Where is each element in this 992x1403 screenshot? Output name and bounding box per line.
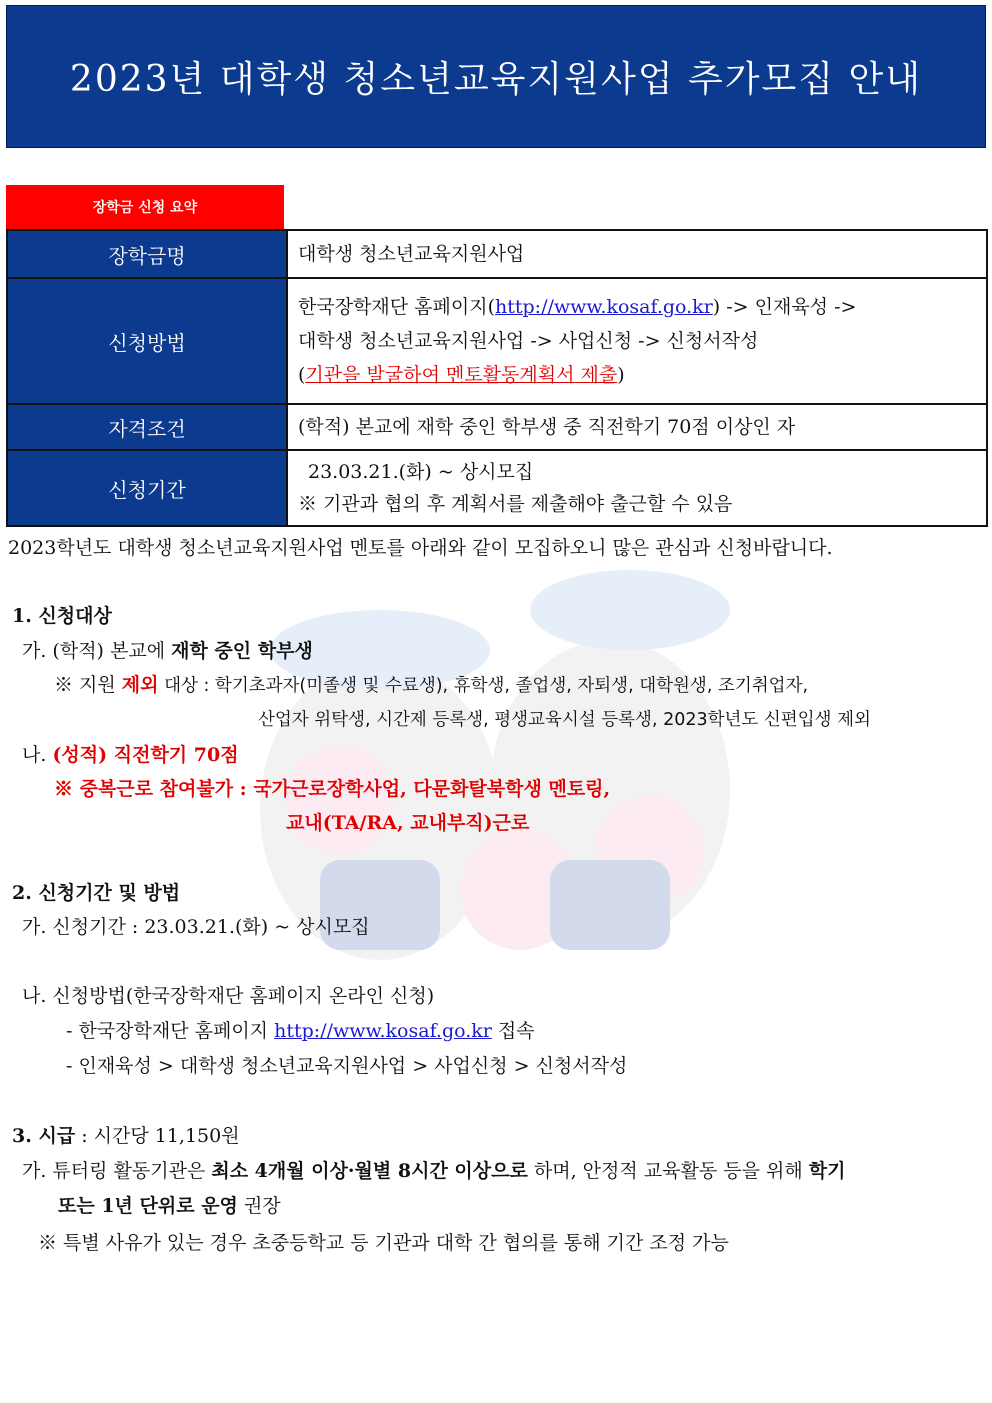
s1-a-prefix: 가. (학적) 본교에 <box>22 640 172 662</box>
page-title: 2023년 대학생 청소년교육지원사업 추가모집 안내 <box>69 59 923 100</box>
scholarship-name-label: 장학금명 <box>7 230 287 278</box>
apply-period-value <box>287 450 987 526</box>
section1-duplicate-line2: 교내(TA/RA, 교내부직)근로 <box>286 812 530 834</box>
apply-method-value <box>287 278 987 404</box>
section3-title <box>12 1121 240 1148</box>
scholarship-name-value: 대학생 청소년교육지원사업 <box>287 230 987 278</box>
s1-note-red: 제외 <box>121 674 159 696</box>
section1-title: 1. 신청대상 <box>12 605 112 627</box>
s3-a-l2-bold: 또는 1년 단위로 운영 <box>58 1195 238 1217</box>
section2-item-a: 가. 신청기간 : 23.03.21.(화) ~ 상시모집 <box>22 916 370 938</box>
s2-b1-suffix: 접속 <box>491 1020 535 1042</box>
intro-text: 2023학년도 대학생 청소년교육지원사업 멘토를 아래와 같이 모집하오니 많은 관심과 신청바랍니다. <box>8 537 833 559</box>
apply-period-label: 신청기간 <box>7 450 287 526</box>
s3-a-2: 최소 4개월 이상·월별 8시간 이상으로 <box>211 1160 528 1182</box>
method-line2: 대학생 청소년교육지원사업 -> 사업신청 -> 신청서작성 <box>298 330 759 352</box>
section1-item-b <box>22 740 239 767</box>
s1-note-prefix: ※ 지원 <box>54 674 122 696</box>
s3-a-3: 하며, 안정적 교육활동 등을 위해 <box>527 1160 809 1182</box>
method-line1-a: 한국장학재단 홈페이지( <box>298 296 495 318</box>
section2-item-b1 <box>66 1016 535 1043</box>
kosaf-link-2[interactable]: http://www.kosaf.go.kr <box>274 1020 492 1042</box>
period-line2: ※ 기관과 협의 후 계획서를 제출해야 출근할 수 있음 <box>298 493 733 515</box>
section2-item-b: 나. 신청방법(한국장학재단 홈페이지 온라인 신청) <box>22 985 435 1007</box>
row-scholarship-name <box>7 230 987 278</box>
qualification-value: (학적) 본교에 재학 중인 학부생 중 직전학기 70점 이상인 자 <box>287 404 987 450</box>
title-banner <box>6 5 986 148</box>
s1-note-text: 대상 : 학기초과자(미졸생 및 수료생), 휴학생, 졸업생, 자퇴생, 대학원생, 조기취업자, <box>158 676 809 696</box>
summary-table <box>6 229 988 527</box>
row-qualification <box>7 404 987 450</box>
row-apply-method <box>7 278 987 404</box>
s3-a-4: 학기 <box>808 1160 846 1182</box>
qualification-label: 자격조건 <box>7 404 287 450</box>
s3-title-rest: : 시간당 11,150원 <box>75 1125 240 1147</box>
section2-title: 2. 신청기간 및 방법 <box>12 882 181 904</box>
method-line3-red: 기관을 발굴하여 멘토활동계획서 제출 <box>305 364 618 386</box>
method-line1-b: ) -> 인재육성 -> <box>712 296 857 318</box>
row-apply-period <box>7 450 987 526</box>
period-line1: 23.03.21.(화) ~ 상시모집 <box>308 461 534 483</box>
section2-item-b2: - 인재육성 > 대학생 청소년교육지원사업 > 사업신청 > 신청서작성 <box>66 1055 628 1077</box>
s3-a-1: 가. 튜터링 활동기관은 <box>22 1160 212 1182</box>
apply-method-label: 신청방법 <box>7 278 287 404</box>
s3-title-bold: 3. 시급 <box>12 1125 76 1147</box>
section3-note: ※ 특별 사유가 있는 경우 초중등학교 등 기관과 대학 간 협의를 통해 기간 조정 가능 <box>38 1232 729 1254</box>
section1-item-a <box>22 636 313 663</box>
s1-a-bold: 재학 중인 학부생 <box>171 640 313 662</box>
method-line3-open: ( <box>298 364 306 386</box>
summary-tag: 장학금 신청 요약 <box>6 185 284 229</box>
kosaf-link[interactable]: http://www.kosaf.go.kr <box>495 296 713 318</box>
s2-b1-prefix: - 한국장학재단 홈페이지 <box>66 1020 275 1042</box>
method-line3-close: ) <box>617 364 625 386</box>
s1-b-red: (성적) 직전학기 70점 <box>52 744 239 766</box>
section1-exclusion-line2: 산업자 위탁생, 시간제 등록생, 평생교육시설 등록생, 2023학년도 신편입생 제외 <box>258 710 871 730</box>
section1-duplicate-note: ※ 중복근로 참여불가 : 국가근로장학사업, 다문화탈북학생 멘토링, <box>54 778 611 800</box>
s1-b-prefix: 나. <box>22 744 53 766</box>
section3-item-a-line2 <box>58 1191 281 1218</box>
s3-a-l2-rest: 권장 <box>237 1195 281 1217</box>
section1-exclusion-note <box>54 670 808 697</box>
section3-item-a <box>22 1156 845 1183</box>
